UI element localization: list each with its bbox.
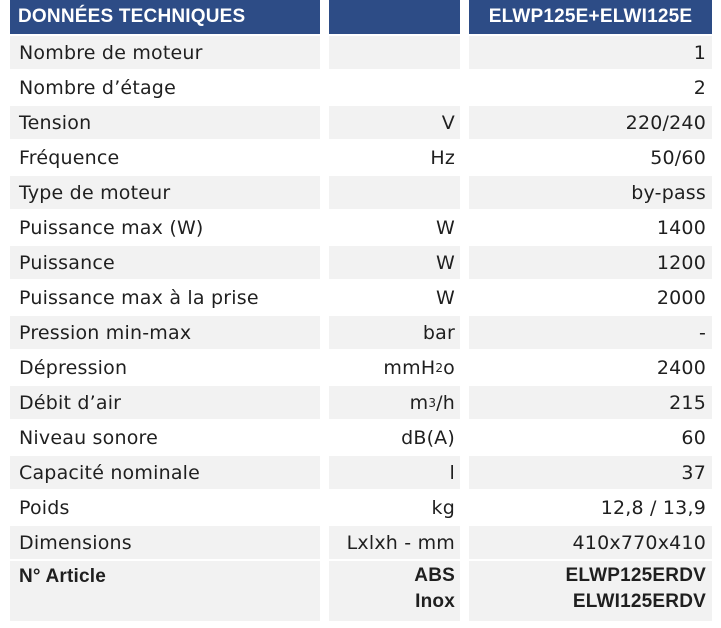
table-row bbox=[10, 421, 721, 454]
row-unit: bar bbox=[329, 316, 460, 349]
row-value: 220/240 bbox=[469, 106, 712, 139]
unit-superscript: 3 bbox=[428, 395, 437, 410]
row-label: Type de moteur bbox=[10, 176, 320, 209]
row-value: - bbox=[469, 316, 712, 349]
row-label: Débit d’air bbox=[10, 386, 320, 419]
table-row bbox=[10, 211, 721, 244]
unit-tail: /h bbox=[436, 391, 455, 414]
row-value: 12,8 / 13,9 bbox=[469, 491, 712, 524]
row-label: Nombre d’étage bbox=[10, 71, 320, 104]
row-unit bbox=[329, 71, 460, 104]
row-unit: V bbox=[329, 106, 460, 139]
table-row bbox=[10, 386, 721, 419]
row-value: 1 bbox=[469, 36, 712, 69]
header-unit-column bbox=[329, 0, 460, 34]
material-inox: Inox bbox=[415, 591, 455, 612]
unit-subscript: 2 bbox=[435, 360, 444, 375]
material-abs: ABS bbox=[414, 565, 455, 586]
table-row bbox=[10, 456, 721, 489]
row-label: Puissance max (W) bbox=[10, 211, 320, 244]
article-codes bbox=[469, 561, 712, 621]
row-unit bbox=[329, 386, 460, 419]
table-body bbox=[10, 36, 721, 559]
row-unit: kg bbox=[329, 491, 460, 524]
table-row bbox=[10, 36, 721, 69]
row-value: 1400 bbox=[469, 211, 712, 244]
row-value: 2000 bbox=[469, 281, 712, 314]
row-label: Puissance bbox=[10, 246, 320, 279]
technical-data-table bbox=[10, 0, 721, 621]
unit-base: mmH bbox=[383, 356, 436, 379]
row-label: Dépression bbox=[10, 351, 320, 384]
article-materials bbox=[329, 561, 460, 621]
row-value: 50/60 bbox=[469, 141, 712, 174]
row-value: 60 bbox=[469, 421, 712, 454]
table-row bbox=[10, 141, 721, 174]
table-header bbox=[10, 0, 721, 34]
article-row bbox=[10, 561, 721, 621]
unit-tail: o bbox=[443, 356, 455, 379]
row-value: 2400 bbox=[469, 351, 712, 384]
row-unit: Hz bbox=[329, 141, 460, 174]
article-code-inox: ELWI125ERDV bbox=[572, 591, 706, 612]
row-value: by-pass bbox=[469, 176, 712, 209]
row-label: Nombre de moteur bbox=[10, 36, 320, 69]
article-code-abs: ELWP125ERDV bbox=[565, 565, 706, 586]
unit-base: m bbox=[409, 391, 429, 414]
row-value: 37 bbox=[469, 456, 712, 489]
table-row bbox=[10, 246, 721, 279]
table-row bbox=[10, 281, 721, 314]
row-label: Puissance max à la prise bbox=[10, 281, 320, 314]
row-value: 1200 bbox=[469, 246, 712, 279]
row-unit: Lxlxh - mm bbox=[329, 526, 460, 559]
table-row bbox=[10, 351, 721, 384]
row-label: Fréquence bbox=[10, 141, 320, 174]
row-unit: l bbox=[329, 456, 460, 489]
table-row bbox=[10, 176, 721, 209]
header-model: ELWP125E+ELWI125E bbox=[469, 0, 712, 34]
row-label: Pression min-max bbox=[10, 316, 320, 349]
table-row bbox=[10, 526, 721, 559]
row-label: Tension bbox=[10, 106, 320, 139]
table-row bbox=[10, 71, 721, 104]
row-label: Niveau sonore bbox=[10, 421, 320, 454]
row-unit: dB(A) bbox=[329, 421, 460, 454]
row-unit: W bbox=[329, 246, 460, 279]
row-value: 215 bbox=[469, 386, 712, 419]
header-title: DONNÉES TECHNIQUES bbox=[10, 0, 320, 34]
row-unit bbox=[329, 176, 460, 209]
row-unit: W bbox=[329, 211, 460, 244]
article-label: N° Article bbox=[10, 561, 320, 621]
table-row bbox=[10, 106, 721, 139]
row-label: Poids bbox=[10, 491, 320, 524]
row-unit bbox=[329, 36, 460, 69]
table-row bbox=[10, 316, 721, 349]
row-unit: W bbox=[329, 281, 460, 314]
row-label: Dimensions bbox=[10, 526, 320, 559]
row-value: 410x770x410 bbox=[469, 526, 712, 559]
row-value: 2 bbox=[469, 71, 712, 104]
table-row bbox=[10, 491, 721, 524]
row-label: Capacité nominale bbox=[10, 456, 320, 489]
row-unit bbox=[329, 351, 460, 384]
